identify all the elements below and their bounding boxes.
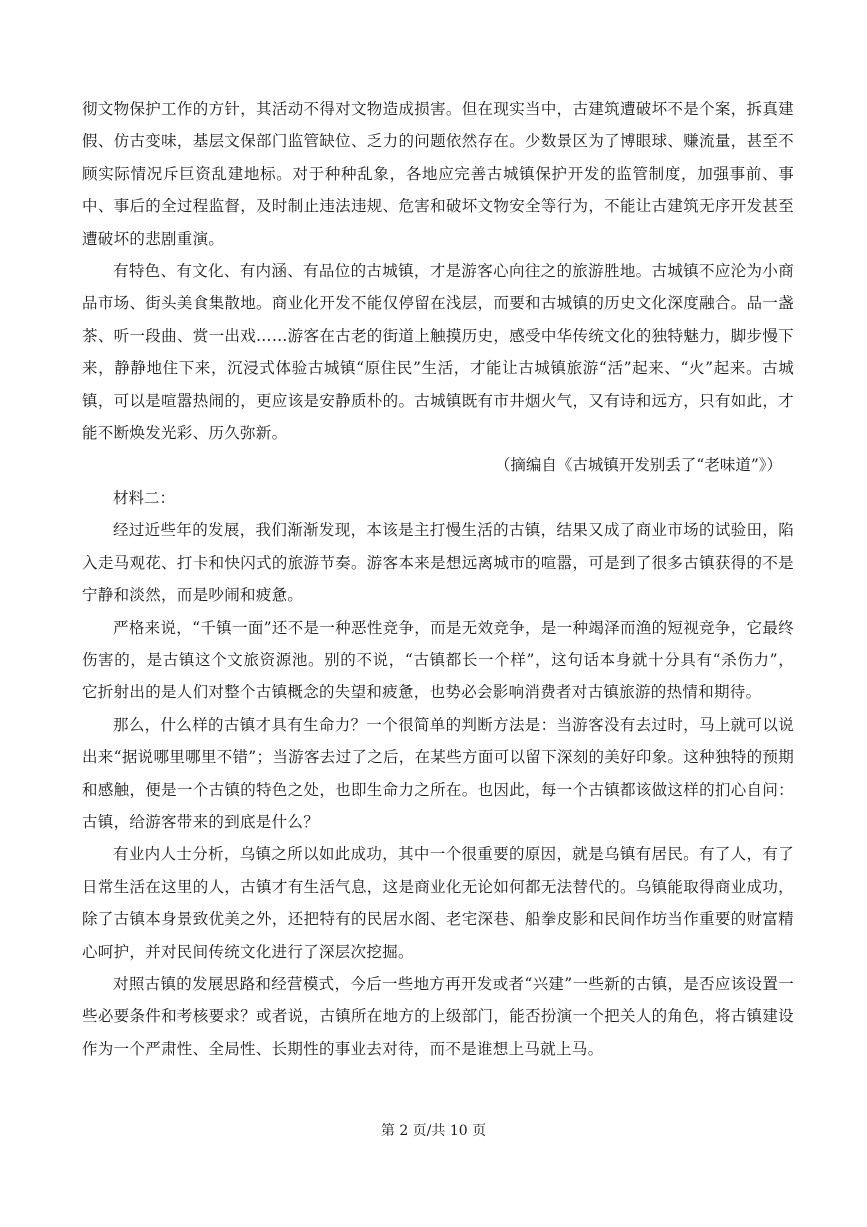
- source-citation: （摘编自《古城镇开发别丢了“老味道”》）: [494, 456, 782, 475]
- paragraph: 对照古镇的发展思路和经营模式，今后一些地方再开发或者“兴建”一些新的古镇，是否应该设置一些必要条件和考核要求？或者说，古镇所在地方的上级部门，能否扮演一个把关人的角色，将古镇建设作为一个严肃性、全局性、长期性的事业去对待，而不是谁想上马就上马。: [82, 974, 794, 1058]
- paragraph-continued: 彻文物保护工作的方针，其活动不得对文物造成损害。但在现实当中，古建筑遭破坏不是个案，拆真建假、仿古变味，基层文保部门监管缺位、乏力的问题依然存在。少数景区为了博眼球、赚流量，甚至不顾实际情况斥巨资乱建地标。对于种种乱象，各地应完善古城镇保护开发的监管制度，加强事前、事中、事后的全过程监督，及时制止违法违规、危害和破坏文物安全等行为，不能让古建筑无序开发甚至遭破坏的悲剧重演。: [82, 100, 794, 248]
- section-heading-material-two: 材料二：: [113, 488, 176, 507]
- paragraph: 有特色、有文化、有内涵、有品位的古城镇，才是游客心向往之的旅游胜地。古城镇不应沦为小商品市场、街头美食集散地。商业化开发不能仅停留在浅层，而要和古城镇的历史文化深度融合。品一盏茶、听一段曲、赏一出戏……游客在古老的街道上触摸历史，感受中华传统文化的独特魅力，脚步慢下来，静静地住下来，沉浸式体验古城镇“原住民”生活，才能让古城镇旅游“活”起来、“火”起来。古城镇，可以是喧嚣热闹的，更应该是安静质朴的。古城镇既有市井烟火气，又有诗和远方，只有如此，才能不断焕发光彩、历久弥新。: [82, 262, 794, 443]
- paragraph: 严格来说，“千镇一面”还不是一种恶性竞争，而是无效竞争，是一种竭泽而渔的短视竞争，它最终伤害的，是古镇这个文旅资源池。别的不说，“古镇都长一个样”，这句话本身就十分具有“杀伤力”，它折射出的是人们对整个古镇概念的失望和疲惫，也势必会影响消费者对古镇旅游的热情和期待。: [82, 618, 794, 702]
- paragraph: 那么，什么样的古镇才具有生命力？一个很简单的判断方法是：当游客没有去过时，马上就可以说出来“据说哪里哪里不错”；当游客去过了之后，在某些方面可以留下深刻的美好印象。这种独特的预期和感触，便是一个古镇的特色之处，也即生命力之所在。也因此，每一个古镇都该做这样的扪心自问：古镇，给游客带来的到底是什么？: [82, 715, 794, 831]
- page-footer: [0, 1121, 867, 1141]
- paragraph: 经过近些年的发展，我们渐渐发现，本该是主打慢生活的古镇，结果又成了商业市场的试验田，陷入走马观花、打卡和快闪式的旅游节奏。游客本来是想远离城市的喧嚣，可是到了很多古镇获得的不是宁静和淡然，而是吵闹和疲惫。: [82, 521, 794, 605]
- page-number: 第 2 页/共 10 页: [380, 1123, 487, 1139]
- paragraph: 有业内人士分析，乌镇之所以如此成功，其中一个很重要的原因，就是乌镇有居民。有了人，有了日常生活在这里的人，古镇才有生活气息，这是商业化无论如何都无法替代的。乌镇能取得商业成功，除了古镇本身景致优美之外，还把特有的民居水阁、老宅深巷、船拳皮影和民间作坊当作重要的财富精心呵护，并对民间传统文化进行了深层次挖掘。: [82, 845, 794, 961]
- document-body: [82, 93, 794, 1065]
